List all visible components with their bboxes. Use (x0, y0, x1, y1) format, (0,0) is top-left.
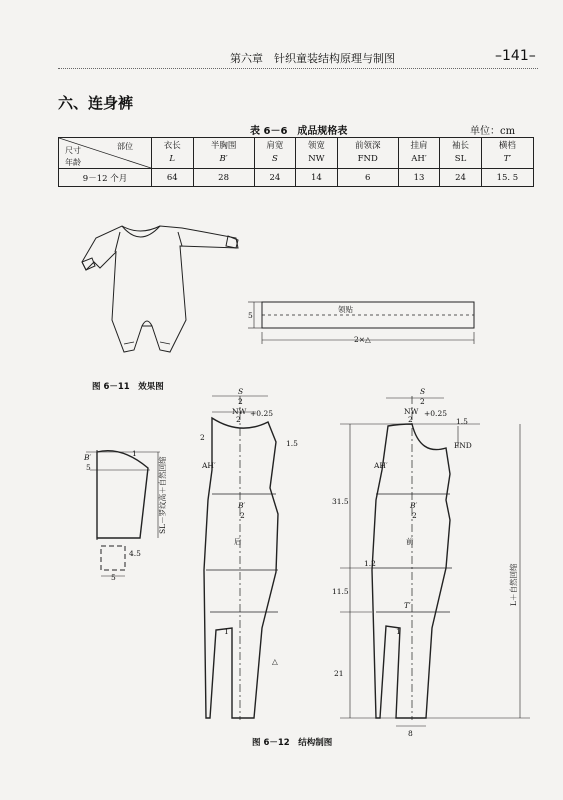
sleeve-label: 1 (132, 449, 137, 458)
table-cell: 14 (296, 169, 338, 187)
sleeve-label: B′ (84, 453, 92, 462)
binding-label: 领贴 (338, 305, 353, 314)
row-label: 9－12 个月 (59, 169, 152, 187)
table-cell: 15. 5 (481, 169, 533, 187)
sleeve-pattern (86, 450, 160, 540)
back-label: B′ (238, 501, 246, 510)
front-label: S (420, 387, 426, 396)
section-title: 六、连身裤 (58, 94, 134, 112)
sleeve-label: 5 (86, 463, 91, 472)
back-label: 2 (236, 415, 241, 424)
column-header: 前领深 FND (337, 138, 398, 169)
binding-height-label: 5 (248, 311, 253, 320)
column-header: 挂肩 AH′ (398, 138, 440, 169)
front-label: 2 (408, 415, 413, 424)
figure-6-12-caption: 图 6－12 结构制图 (252, 738, 333, 748)
back-label: 后 (234, 537, 242, 546)
column-header: 袖长 SL (440, 138, 482, 169)
cuff-pattern (101, 546, 125, 576)
cuff-width-label: 5 (111, 573, 116, 582)
sleeve-length-label: SL－罗纹高＋自然回缩 (158, 456, 167, 534)
table-cell: 24 (440, 169, 482, 187)
front-label: 2 (420, 397, 425, 406)
back-label: 2 (240, 511, 245, 520)
back-label: NW (232, 407, 247, 416)
front-label: B′ (410, 501, 418, 510)
front-label: FND (454, 441, 472, 450)
front-label: 31.5 (332, 497, 349, 506)
column-header: 肩宽 S (254, 138, 296, 169)
front-label: AH′ (374, 461, 388, 470)
front-label: 8 (408, 729, 413, 738)
table-cell: 28 (193, 169, 254, 187)
front-label: +0.25 (424, 409, 447, 418)
front-label: 1.5 (456, 417, 468, 426)
back-label: +0.25 (250, 409, 273, 418)
back-label: 1.5 (286, 439, 298, 448)
table-unit: 单位：cm (470, 126, 516, 137)
table-cell: 6 (337, 169, 398, 187)
corner-top-label: 部位 (117, 142, 133, 151)
back-label: △ (272, 657, 278, 666)
front-label: 前 (406, 537, 414, 546)
chapter-header-title: 第六章 针织童装结构原理与制图 (230, 52, 395, 65)
column-header: 领宽 NW (296, 138, 338, 169)
binding-length-label: 2×△ (354, 335, 371, 344)
table-cell: 24 (254, 169, 296, 187)
page-number: –141– (495, 48, 536, 64)
back-label: AH′ (202, 461, 216, 470)
back-label: 2 (200, 433, 205, 442)
figure-6-11-caption: 图 6－11 效果图 (92, 382, 164, 392)
cuff-height-label: 4.5 (129, 549, 141, 558)
front-label: 1 (396, 627, 401, 636)
back-label: 1 (224, 627, 229, 636)
column-header: 衣长 L (152, 138, 194, 169)
table-cell: 64 (152, 169, 194, 187)
front-label: 2 (412, 511, 417, 520)
corner-left-label: 尺寸 (65, 146, 81, 155)
table-cell: 13 (398, 169, 440, 187)
front-length-label: L＋自然回缩 (509, 563, 518, 606)
corner-bottom-label: 年龄 (65, 158, 81, 167)
column-header: 半胸围 B′ (193, 138, 254, 169)
column-header: 横档 T′ (481, 138, 533, 169)
back-label: 2 (238, 397, 243, 406)
front-label: 11.5 (332, 587, 349, 596)
front-label: T′ (404, 601, 411, 610)
romper-illustration (82, 226, 238, 352)
front-label: NW (404, 407, 419, 416)
back-piece-pattern (204, 396, 278, 720)
back-label: S (238, 387, 244, 396)
front-label: 21 (334, 669, 344, 678)
front-label: 1.2 (364, 559, 376, 568)
table-caption: 表 6－6 成品规格表 (250, 126, 348, 137)
